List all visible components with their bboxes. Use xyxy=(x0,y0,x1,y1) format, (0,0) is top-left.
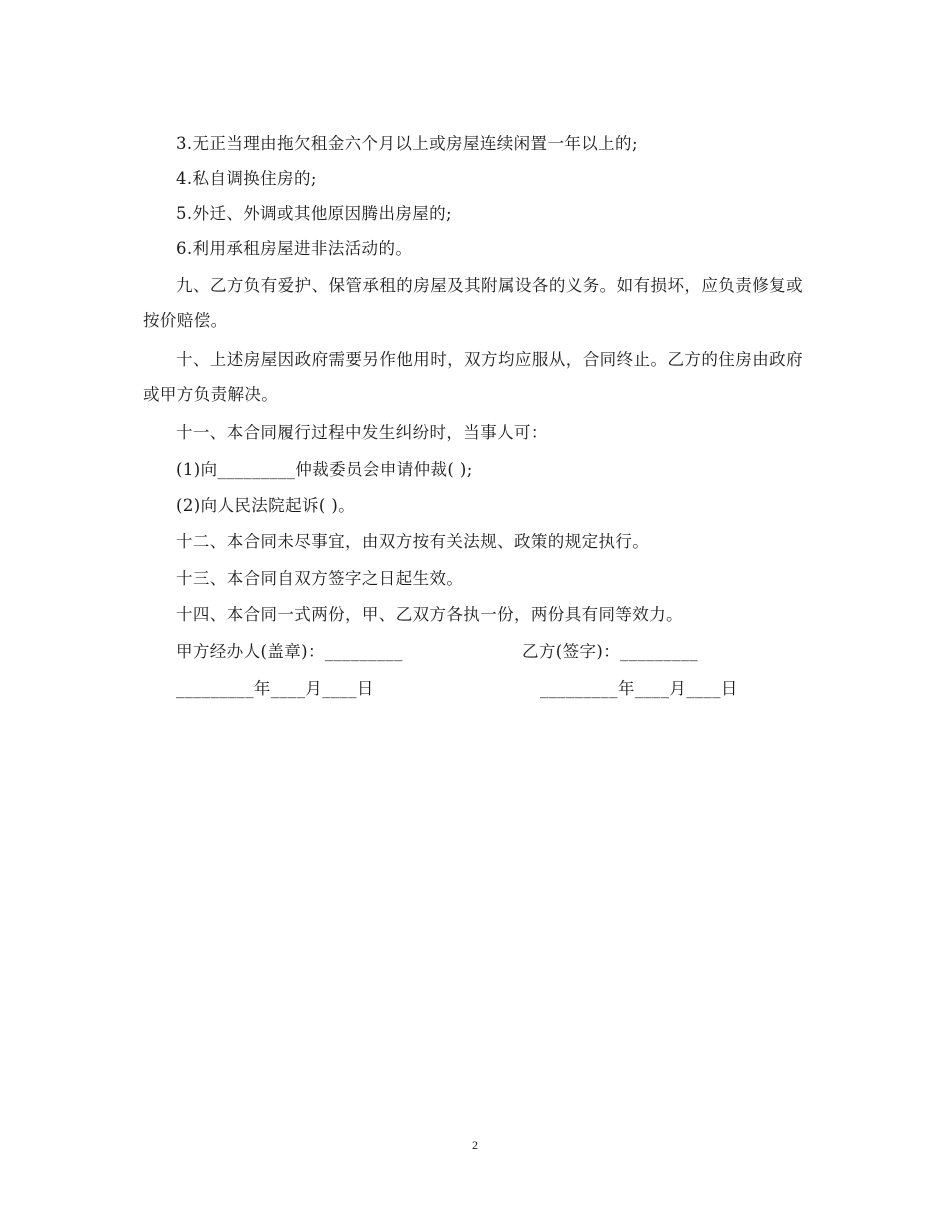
party-a-date-line: _________年____月____日 xyxy=(176,679,374,698)
clause-item-6: 6.利用承租房屋进非法活动的。 xyxy=(176,239,413,258)
clause-item-5: 5.外迁、外调或其他原因腾出房屋的; xyxy=(176,204,453,223)
clause-eleven: 十一、本合同履行过程中发生纠纷时，当事人可： xyxy=(176,423,548,442)
clause-ten: 十、上述房屋因政府需要另作他用时，双方均应服从，合同终止。乙方的住房由政府或甲方负责解决。 xyxy=(143,350,803,404)
clause-nine: 九、乙方负有爱护、保管承租的房屋及其附属设各的义务。如有损坏，应负责修复或按价赔偿。 xyxy=(143,276,803,330)
page-number: 2 xyxy=(472,1138,478,1152)
party-a-signature-line: 甲方经办人(盖章)：_________ xyxy=(176,642,403,661)
clause-eleven-option-1: (1)向_________仲裁委员会申请仲裁( ); xyxy=(176,460,473,479)
clause-thirteen: 十三、本合同自双方签字之日起生效。 xyxy=(176,569,464,588)
clause-fourteen: 十四、本合同一式两份，甲、乙双方各执一份，两份具有同等效力。 xyxy=(176,605,683,624)
party-b-signature-line: 乙方(签字)：_________ xyxy=(522,642,699,661)
clause-eleven-option-2: (2)向人民法院起诉( )。 xyxy=(176,496,356,515)
clause-twelve: 十二、本合同未尽事宜，由双方按有关法规、政策的规定执行。 xyxy=(176,532,650,551)
party-b-date-line: _________年____月____日 xyxy=(540,679,738,698)
clause-item-3: 3.无正当理由拖欠租金六个月以上或房屋连续闲置一年以上的; xyxy=(176,134,638,153)
clause-item-4: 4.私自调换住房的; xyxy=(176,169,317,188)
